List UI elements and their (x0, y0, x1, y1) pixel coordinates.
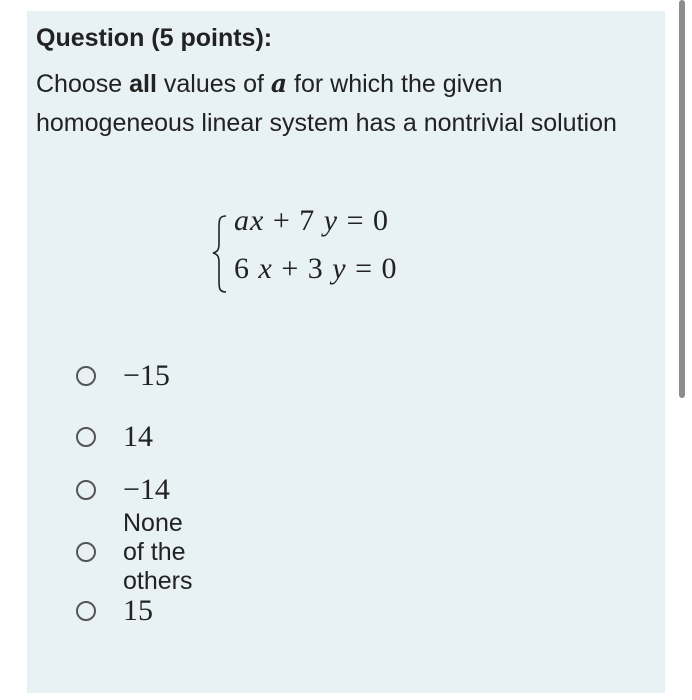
prompt-text-2: values of (156, 70, 271, 98)
option-label: 14 (123, 420, 153, 453)
option-2[interactable] (76, 417, 153, 457)
left-brace (210, 204, 230, 300)
prompt-text-1: Choose (36, 70, 130, 98)
radio-button[interactable] (76, 366, 96, 386)
question-prompt (36, 64, 626, 143)
scrollbar[interactable] (679, 0, 685, 398)
option-3[interactable] (76, 470, 170, 510)
option-1[interactable] (76, 356, 170, 396)
option-4[interactable] (76, 508, 193, 595)
prompt-variable: a (270, 69, 288, 98)
question-title: Question (5 points): (36, 24, 273, 52)
radio-button[interactable] (76, 542, 96, 562)
option-label: 15 (123, 594, 153, 627)
equation-system (210, 204, 440, 300)
radio-button[interactable] (76, 480, 96, 500)
option-label: −14 (123, 473, 170, 506)
option-5[interactable] (76, 591, 153, 631)
option-label: None of the others (123, 508, 193, 595)
equation-2: 6 x + 3 y = 0 (234, 252, 398, 285)
prompt-text-3: for which the given homogeneous linear system has a nontrivial solution (36, 70, 617, 137)
radio-button[interactable] (76, 427, 96, 447)
option-label: −15 (123, 359, 170, 392)
prompt-emphasis: all (129, 70, 157, 98)
radio-button[interactable] (76, 601, 96, 621)
equation-1: ax + 7 y = 0 (234, 204, 389, 237)
